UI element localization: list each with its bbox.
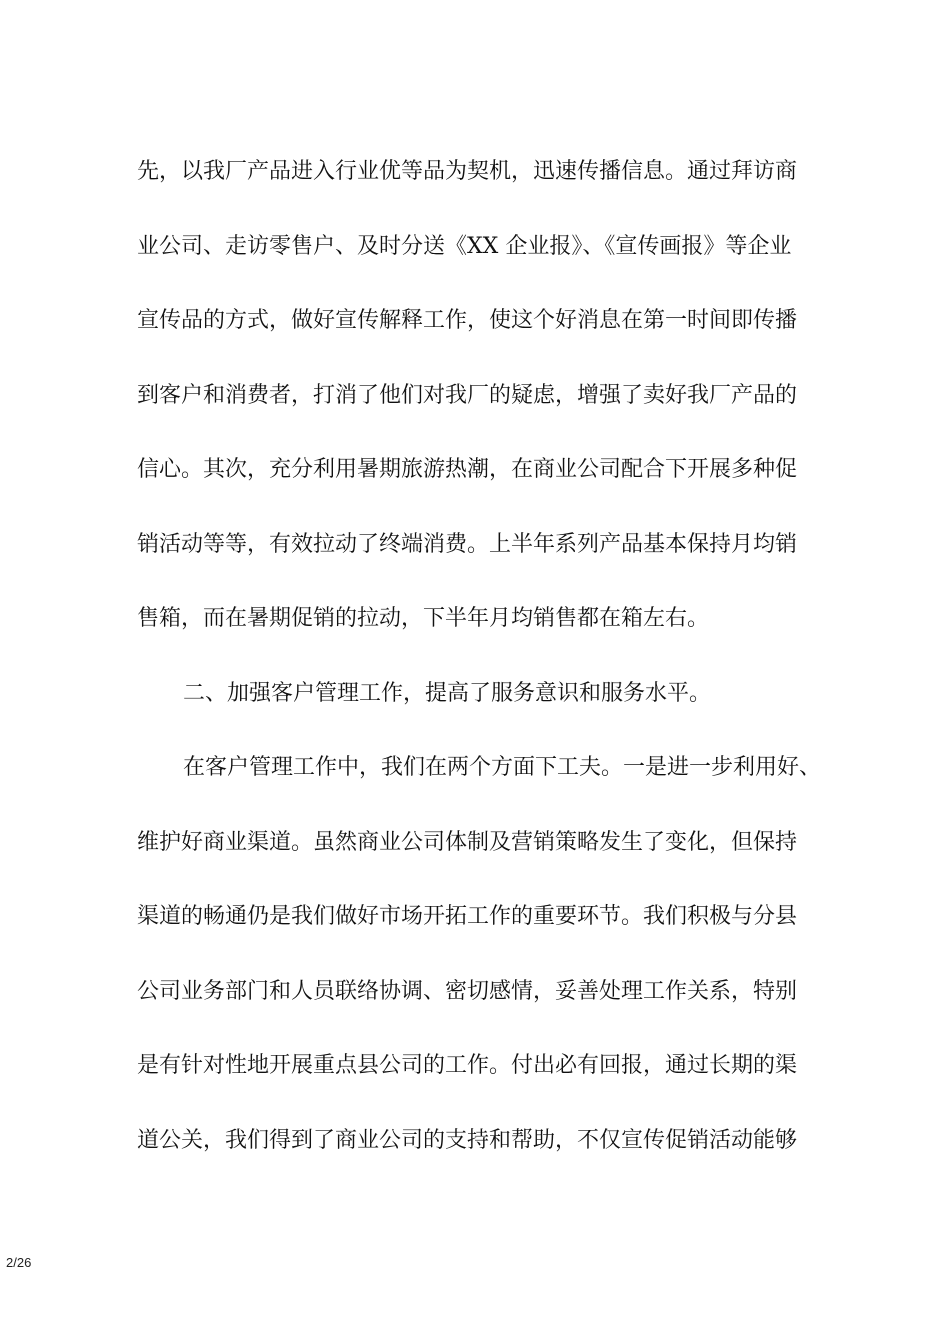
text-line: 维护好商业渠道。虽然商业公司体制及营销策略发生了变化，但保持 bbox=[137, 829, 798, 855]
text-line: 售箱，而在暑期促销的拉动，下半年月均销售都在箱左右。 bbox=[137, 606, 710, 631]
text-line: 到客户和消费者，打消了他们对我厂的疑虑，增强了卖好我厂产品的 bbox=[137, 382, 798, 408]
page-number: 2/26 bbox=[6, 1255, 32, 1270]
text-line: 公司业务部门和人员联络协调、密切感情，妥善处理工作关系，特别 bbox=[137, 978, 798, 1004]
text-line: 道公关，我们得到了商业公司的支持和帮助，不仅宣传促销活动能够 bbox=[137, 1127, 798, 1153]
paragraph-start-line: 在客户管理工作中，我们在两个方面下工夫。一是进一步利用好、 bbox=[183, 755, 822, 780]
text-line: 渠道的畅通仍是我们做好市场开拓工作的重要环节。我们积极与分县 bbox=[137, 904, 798, 929]
body-text bbox=[137, 152, 827, 1195]
text-line: 销活动等等，有效拉动了终端消费。上半年系列产品基本保持月均销 bbox=[137, 531, 798, 557]
text-line: 先，以我厂产品进入行业优等品为契机，迅速传播信息。通过拜访商 bbox=[137, 159, 798, 184]
section-heading: 二、加强客户管理工作，提高了服务意识和服务水平。 bbox=[183, 680, 712, 706]
text-line: 是有针对性地开展重点县公司的工作。付出必有回报，通过长期的渠 bbox=[137, 1053, 798, 1078]
text-line: 宣传品的方式，做好宣传解释工作，使这个好消息在第一时间即传播 bbox=[137, 308, 798, 333]
text-line: 业公司、走访零售户、及时分送《XX 企业报》、《宣传画报》等企业 bbox=[137, 233, 792, 259]
text-line: 信心。其次，充分利用暑期旅游热潮，在商业公司配合下开展多种促 bbox=[137, 457, 798, 482]
